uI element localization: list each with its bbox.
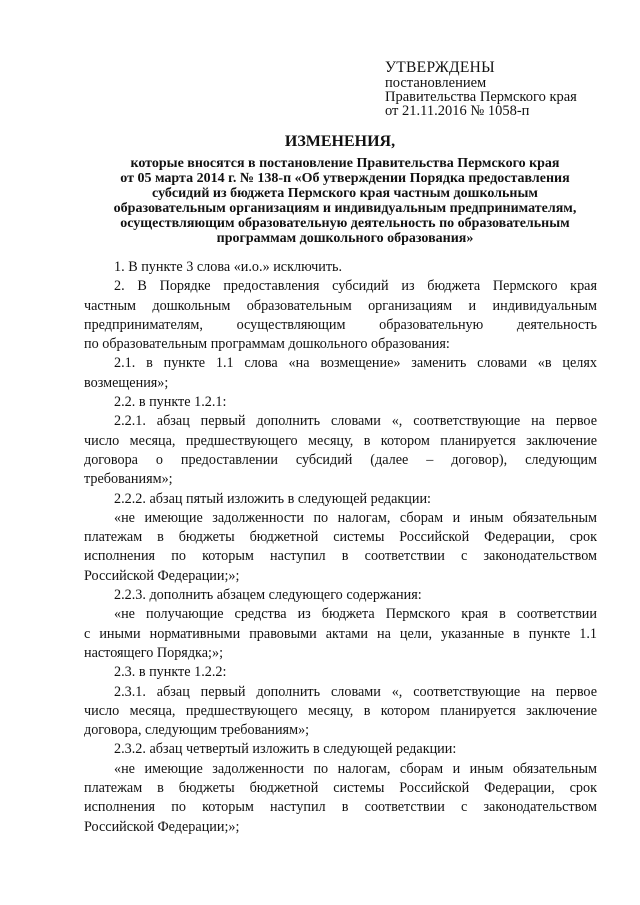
paragraph-line: 2.1. в пункте 1.1 слова «на возмещение» заменить словами «в целях xyxy=(114,355,597,372)
subheading-line: которые вносятся в постановление Правительства Пермского края xyxy=(130,156,560,171)
paragraph-line: 2.2.1. абзац первый дополнить словами «, соответствующие на первое xyxy=(114,413,597,430)
paragraph xyxy=(84,586,597,605)
paragraph-line: 2.2.3. дополнить абзацем следующего содержания: xyxy=(114,587,422,604)
paragraph xyxy=(84,277,597,354)
paragraph xyxy=(84,740,597,759)
paragraph-line: платежам в бюджеты бюджетной системы Российской Федерации, срок xyxy=(84,529,597,546)
paragraph-line: настоящего Порядка;»; xyxy=(84,644,224,661)
approval-line: постановлением xyxy=(385,75,487,91)
paragraph xyxy=(84,354,597,393)
paragraph xyxy=(84,605,597,663)
paragraph-line: возмещения»; xyxy=(84,374,169,391)
subheading-line: субсидий из бюджета Пермского края частным дошкольным xyxy=(152,186,538,201)
paragraph-line: 1. В пункте 3 слова «и.о.» исключить. xyxy=(114,259,343,275)
subheading-line: программам дошкольного образования» xyxy=(216,231,474,246)
paragraph-line: исполнения по которым наступил в соответствии с законодательством xyxy=(84,799,597,816)
paragraph xyxy=(84,258,597,277)
paragraph-line: «не имеющие задолженности по налогам, сборам и иным обязательным xyxy=(114,760,597,777)
paragraph-line: «не имеющие задолженности по налогам, сборам и иным обязательным xyxy=(114,509,597,526)
paragraph-line: исполнения по которым наступил в соответствии с законодательством xyxy=(84,548,597,565)
paragraph-line: требованиям»; xyxy=(84,471,173,488)
paragraph-line: предпринимателям, осуществляющим образовательную деятельность xyxy=(84,316,597,333)
paragraph-line: 2.3.1. абзац первый дополнить словами «, соответствующие на первое xyxy=(114,683,597,700)
paragraph xyxy=(84,663,597,682)
paragraph xyxy=(84,490,597,509)
paragraph-line: 2. В Порядке предоставления субсидий из бюджета Пермского края xyxy=(114,278,597,295)
paragraph-line: «не получающие средства из бюджета Пермского края в соответствии xyxy=(114,606,597,623)
paragraph-line: по образовательным программам дошкольного образования: xyxy=(84,336,450,353)
subheading-line: образовательным организациям и индивидуальным предпринимателям, xyxy=(113,201,577,216)
paragraph-line: договора, следующим требованиям»; xyxy=(84,722,310,739)
paragraph-line: число месяца, предшествующего месяцу, в котором планируется заключение xyxy=(84,432,597,449)
paragraph xyxy=(84,509,597,586)
paragraph-line: договора о предоставлении субсидий (далее – договор), следующим xyxy=(84,451,597,468)
approval-line: Правительства Пермского края xyxy=(385,89,577,105)
paragraph xyxy=(84,393,597,412)
approval-line: от 21.11.2016 № 1058-п xyxy=(385,103,530,119)
paragraph-line: 2.3. в пункте 1.2.2: xyxy=(114,664,227,681)
approval-title: УТВЕРЖДЕНЫ xyxy=(385,59,495,76)
paragraph xyxy=(84,760,597,837)
approval-stamp xyxy=(385,60,625,118)
paragraph-line: число месяца, предшествующего месяцу, в котором планируется заключение xyxy=(84,702,597,719)
paragraph xyxy=(84,412,597,489)
subheading-line: от 05 марта 2014 г. № 138-п «Об утверждении Порядка предоставления xyxy=(120,171,570,186)
paragraph xyxy=(84,683,597,741)
paragraph-line: 2.2. в пункте 1.2.1: xyxy=(114,394,227,411)
paragraph-line: Российской Федерации;»; xyxy=(84,818,240,835)
paragraph-line: Российской Федерации;»; xyxy=(84,567,240,584)
paragraph-line: 2.2.2. абзац пятый изложить в следующей редакции: xyxy=(114,490,431,507)
document-body xyxy=(84,258,597,837)
subheading-line: осуществляющим образовательную деятельность по образовательным xyxy=(120,216,570,231)
document-heading: ИЗМЕНЕНИЯ, xyxy=(284,133,396,150)
paragraph-line: частным дошкольным образовательным организациям и индивидуальным xyxy=(84,297,597,314)
paragraph-line: 2.3.2. абзац четвертый изложить в следующей редакции: xyxy=(114,741,457,758)
paragraph-line: платежам в бюджеты бюджетной системы Российской Федерации, срок xyxy=(84,780,597,797)
document-subheading xyxy=(95,156,595,246)
paragraph-line: с иными нормативными правовыми актами на цели, указанные в пункте 1.1 xyxy=(84,625,597,642)
